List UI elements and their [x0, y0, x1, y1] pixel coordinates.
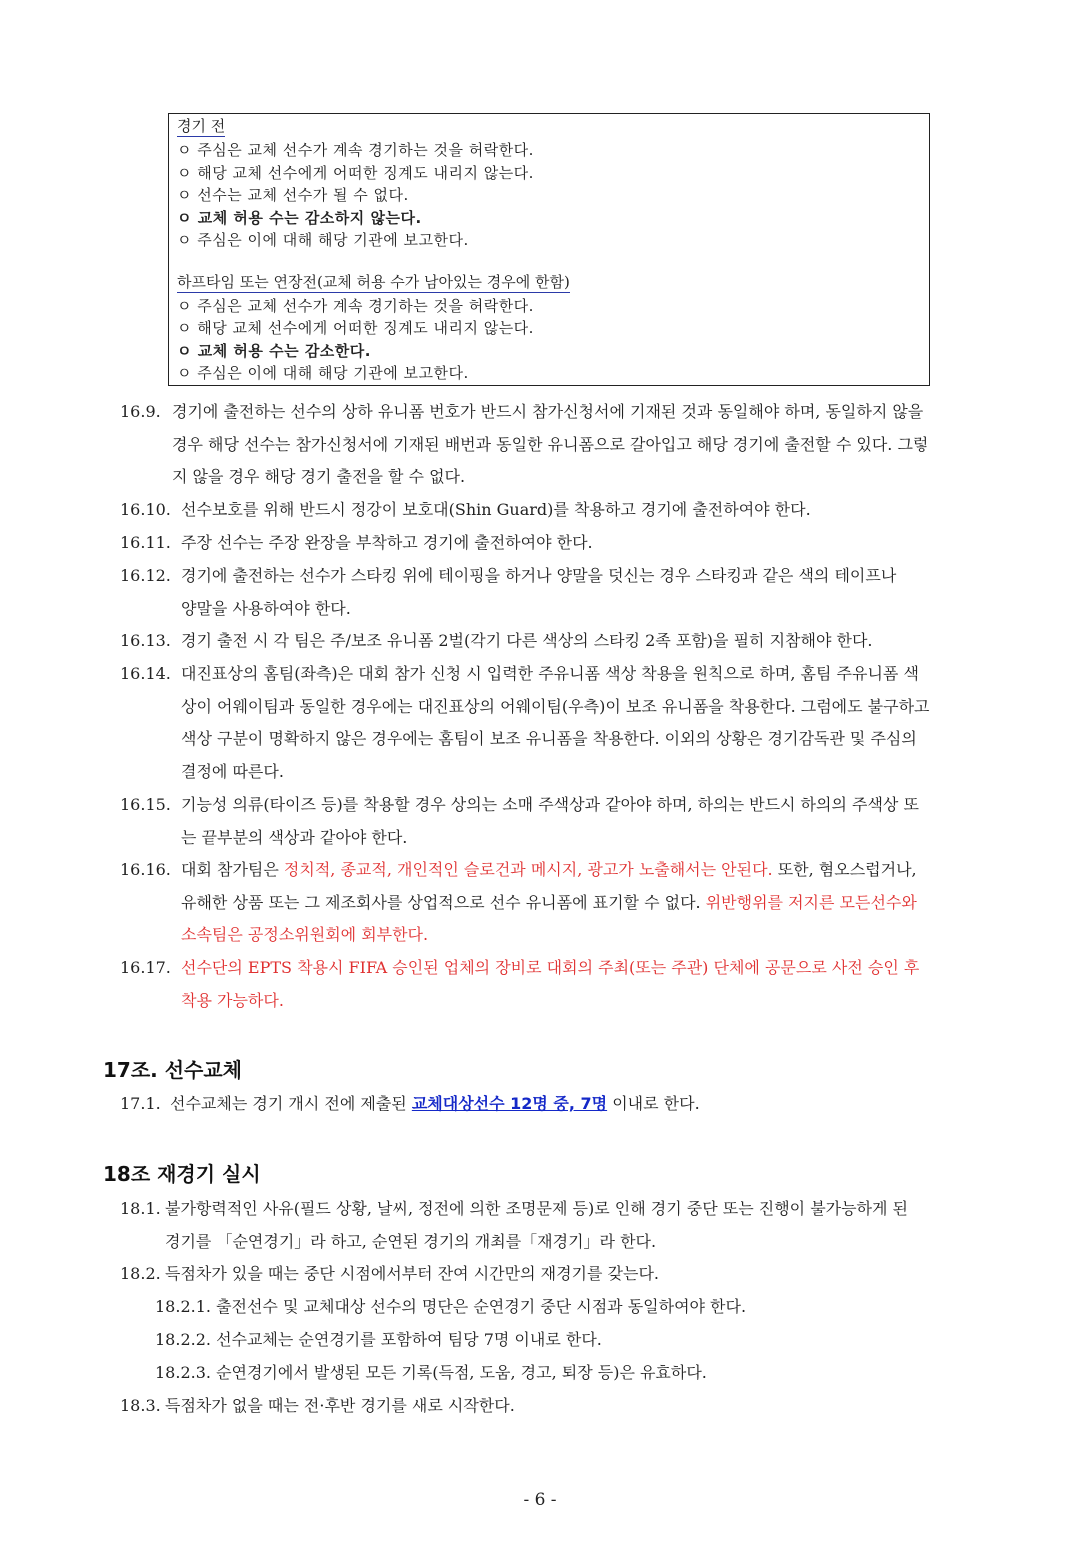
box-before-item-bold-text: ㅇ 교체 허용 수는 감소하지 않는다. — [177, 208, 422, 227]
paragraph-number: 17.1. — [120, 1094, 161, 1113]
paragraph-line: 경기를 「순연경기」라 하고, 순연된 경기의 개최를「재경기」라 한다. — [165, 1231, 657, 1251]
paragraph-18-2-1 — [0, 1291, 1080, 1324]
paragraph-line: 결정에 따른다. — [181, 762, 284, 782]
paragraph-number: 18.1. — [120, 1199, 161, 1218]
paragraph-line: 상이 어웨이팀과 동일한 경우에는 대진표상의 어웨이팀(우측)이 보조 유니폼을 착용한다. 그럼에도 불구하고 — [181, 696, 930, 716]
box-half-item-bold-text: ㅇ 교체 허용 수는 감소한다. — [177, 341, 371, 360]
paragraph-line: 기능성 의류(타이즈 등)를 착용할 경우 상의는 소매 주색상과 같아야 하며, 하의는 반드시 하의의 주색상 또 — [181, 795, 919, 814]
paragraph-16-13 — [0, 625, 1080, 658]
paragraph-number: 16.17. — [120, 958, 171, 977]
paragraph-18-1 — [0, 1193, 1080, 1258]
paragraph-line: 지 않을 경우 해당 경기 출전을 할 수 없다. — [172, 467, 466, 487]
box-before-item: ㅇ 선수는 교체 선수가 될 수 없다. — [177, 186, 409, 204]
paragraph-line: 는 끝부분의 색상과 같아야 한다. — [181, 827, 408, 847]
paragraph-line — [181, 854, 917, 887]
red-text-segment: 정치적, 종교적, 개인적인 슬로건과 메시지, 광고가 노출해서는 안된다. — [283, 860, 773, 879]
text-segment: 대회 참가팀은 — [181, 860, 284, 879]
paragraph-number: 18.3. — [120, 1396, 161, 1415]
box-half-item-bold — [177, 340, 929, 363]
box-half-item: ㅇ 주심은 이에 대해 해당 기관에 보고한다. — [177, 364, 469, 382]
paragraph-number: 18.2. — [120, 1264, 161, 1283]
paragraph-17-1 — [0, 1088, 1080, 1121]
box-half-item: ㅇ 주심은 교체 선수가 계속 경기하는 것을 허락한다. — [177, 296, 534, 315]
paragraph-16-10 — [0, 494, 1080, 527]
text-segment: 이내로 한다. — [607, 1094, 700, 1113]
paragraph-18-2-3 — [0, 1357, 1080, 1390]
paragraph-line: 경기에 출전하는 선수가 스타킹 위에 테이핑을 하거나 양말을 덧신는 경우 스타킹과 같은 색의 테이프나 — [181, 566, 897, 585]
paragraph-line — [181, 887, 917, 920]
paragraph-number: 16.16. — [120, 860, 171, 879]
text-segment: 유해한 상품 또는 그 제조회사를 상업적으로 선수 유니폼에 표기할 수 없다. — [181, 892, 706, 912]
paragraph-18-3 — [0, 1390, 1080, 1423]
paragraph-18-2-2 — [0, 1324, 1080, 1357]
paragraph-18-2 — [0, 1258, 1080, 1291]
paragraph-16-14 — [0, 658, 1080, 789]
paragraph-number: 16.10. — [120, 500, 171, 519]
paragraph-line: 대진표상의 홈팀(좌측)은 대회 참가 신청 시 입력한 주유니폼 색상 착용을 원칙으로 하며, 홈팀 주유니폼 색 — [181, 664, 919, 683]
paragraph-line: 득점차가 있을 때는 중단 시점에서부터 잔여 시간만의 재경기를 갖는다. — [165, 1264, 659, 1283]
box-before-item: ㅇ 주심은 이에 대해 해당 기관에 보고한다. — [177, 231, 469, 249]
box-half-title: 하프타임 또는 연장전(교체 허용 수가 남아있는 경우에 한함) — [177, 272, 570, 291]
paragraph-line-red: 소속팀은 공정소위원회에 회부한다. — [181, 925, 429, 945]
paragraph-line — [170, 1088, 700, 1121]
section-18-paragraphs — [0, 1193, 1080, 1423]
paragraph-number: 16.9. — [120, 402, 161, 421]
paragraph-number: 16.15. — [120, 795, 171, 814]
paragraph-line-red: 선수단의 EPTS 착용시 FIFA 승인된 업체의 장비로 대회의 주최(또는 주관) 단체에 공문으로 사전 승인 후 — [181, 958, 920, 977]
text-segment: 또한, 혐오스럽거나, — [772, 860, 917, 879]
paragraph-line: 경우 해당 선수는 참가신청서에 기재된 배번과 동일한 유니폼으로 갈아입고 해당 경기에 출전할 수 있다. 그렇 — [172, 434, 929, 454]
paragraph-line: 경기에 출전하는 선수의 상하 유니폼 번호가 반드시 참가신청서에 기재된 것과 동일해야 하며, 동일하지 않을 — [172, 402, 924, 421]
paragraph-16-16 — [0, 854, 1080, 952]
paragraph-line: 18.2.2. 선수교체는 순연경기를 포함하여 팀당 7명 이내로 한다. — [155, 1330, 602, 1349]
paragraph-line: 득점차가 없을 때는 전·후반 경기를 새로 시작한다. — [165, 1396, 515, 1415]
page-number: - 6 - — [523, 1490, 557, 1510]
paragraph-16-11 — [0, 527, 1080, 560]
paragraph-16-12 — [0, 560, 1080, 625]
substitution-rule-box — [168, 113, 930, 386]
paragraph-number: 16.12. — [120, 566, 171, 585]
paragraph-line: 불가항력적인 사유(필드 상황, 날씨, 정전에 의한 조명문제 등)로 인해 경기 중단 또는 진행이 불가능하게 된 — [165, 1199, 909, 1218]
section-16-paragraphs — [0, 396, 1080, 1017]
paragraph-16-9 — [0, 396, 1080, 494]
text-segment: 선수교체는 경기 개시 전에 제출된 — [170, 1094, 412, 1113]
paragraph-line-red: 착용 가능하다. — [181, 990, 284, 1010]
paragraph-number: 16.13. — [120, 631, 171, 650]
substitute-count-highlight: 교체대상선수 12명 중, 7명 — [411, 1094, 608, 1113]
section-18-heading: 18조 재경기 실시 — [103, 1162, 261, 1186]
paragraph-16-15 — [0, 789, 1080, 854]
box-before-item-bold — [177, 207, 929, 230]
paragraph-line: 색상 구분이 명확하지 않은 경우에는 홈팀이 보조 유니폼을 착용한다. 이외의 상황은 경기감독관 및 주심의 — [181, 729, 917, 749]
paragraph-line: 선수보호를 위해 반드시 정강이 보호대(Shin Guard)를 착용하고 경기에 출전하여야 한다. — [181, 500, 811, 519]
box-before-item: ㅇ 주심은 교체 선수가 계속 경기하는 것을 허락한다. — [177, 141, 534, 159]
paragraph-line: 18.2.3. 순연경기에서 발생된 모든 기록(득점, 도움, 경고, 퇴장 등)은 유효하다. — [155, 1363, 707, 1382]
paragraph-line: 18.2.1. 출전선수 및 교체대상 선수의 명단은 순연경기 중단 시점과 동일하여야 한다. — [155, 1297, 747, 1316]
paragraph-16-17 — [0, 952, 1080, 1017]
paragraph-line: 양말을 사용하여야 한다. — [181, 598, 351, 618]
paragraph-line: 경기 출전 시 각 팀은 주/보조 유니폼 2벌(각기 다른 색상의 스타킹 2족 포함)을 필히 지참해야 한다. — [181, 631, 873, 650]
red-text-segment: 위반행위를 저지른 모든선수와 — [705, 892, 917, 912]
section-17-paragraphs — [0, 1088, 1080, 1121]
box-before-title: 경기 전 — [177, 117, 226, 135]
paragraph-line: 주장 선수는 주장 완장을 부착하고 경기에 출전하여야 한다. — [181, 533, 593, 552]
paragraph-number: 16.11. — [120, 533, 171, 552]
paragraph-number: 16.14. — [120, 664, 171, 683]
box-half-item: ㅇ 해당 교체 선수에게 어떠한 징계도 내리지 않는다. — [177, 319, 534, 337]
box-before-item: ㅇ 해당 교체 선수에게 어떠한 징계도 내리지 않는다. — [177, 163, 534, 182]
section-17-heading: 17조. 선수교체 — [103, 1058, 242, 1082]
